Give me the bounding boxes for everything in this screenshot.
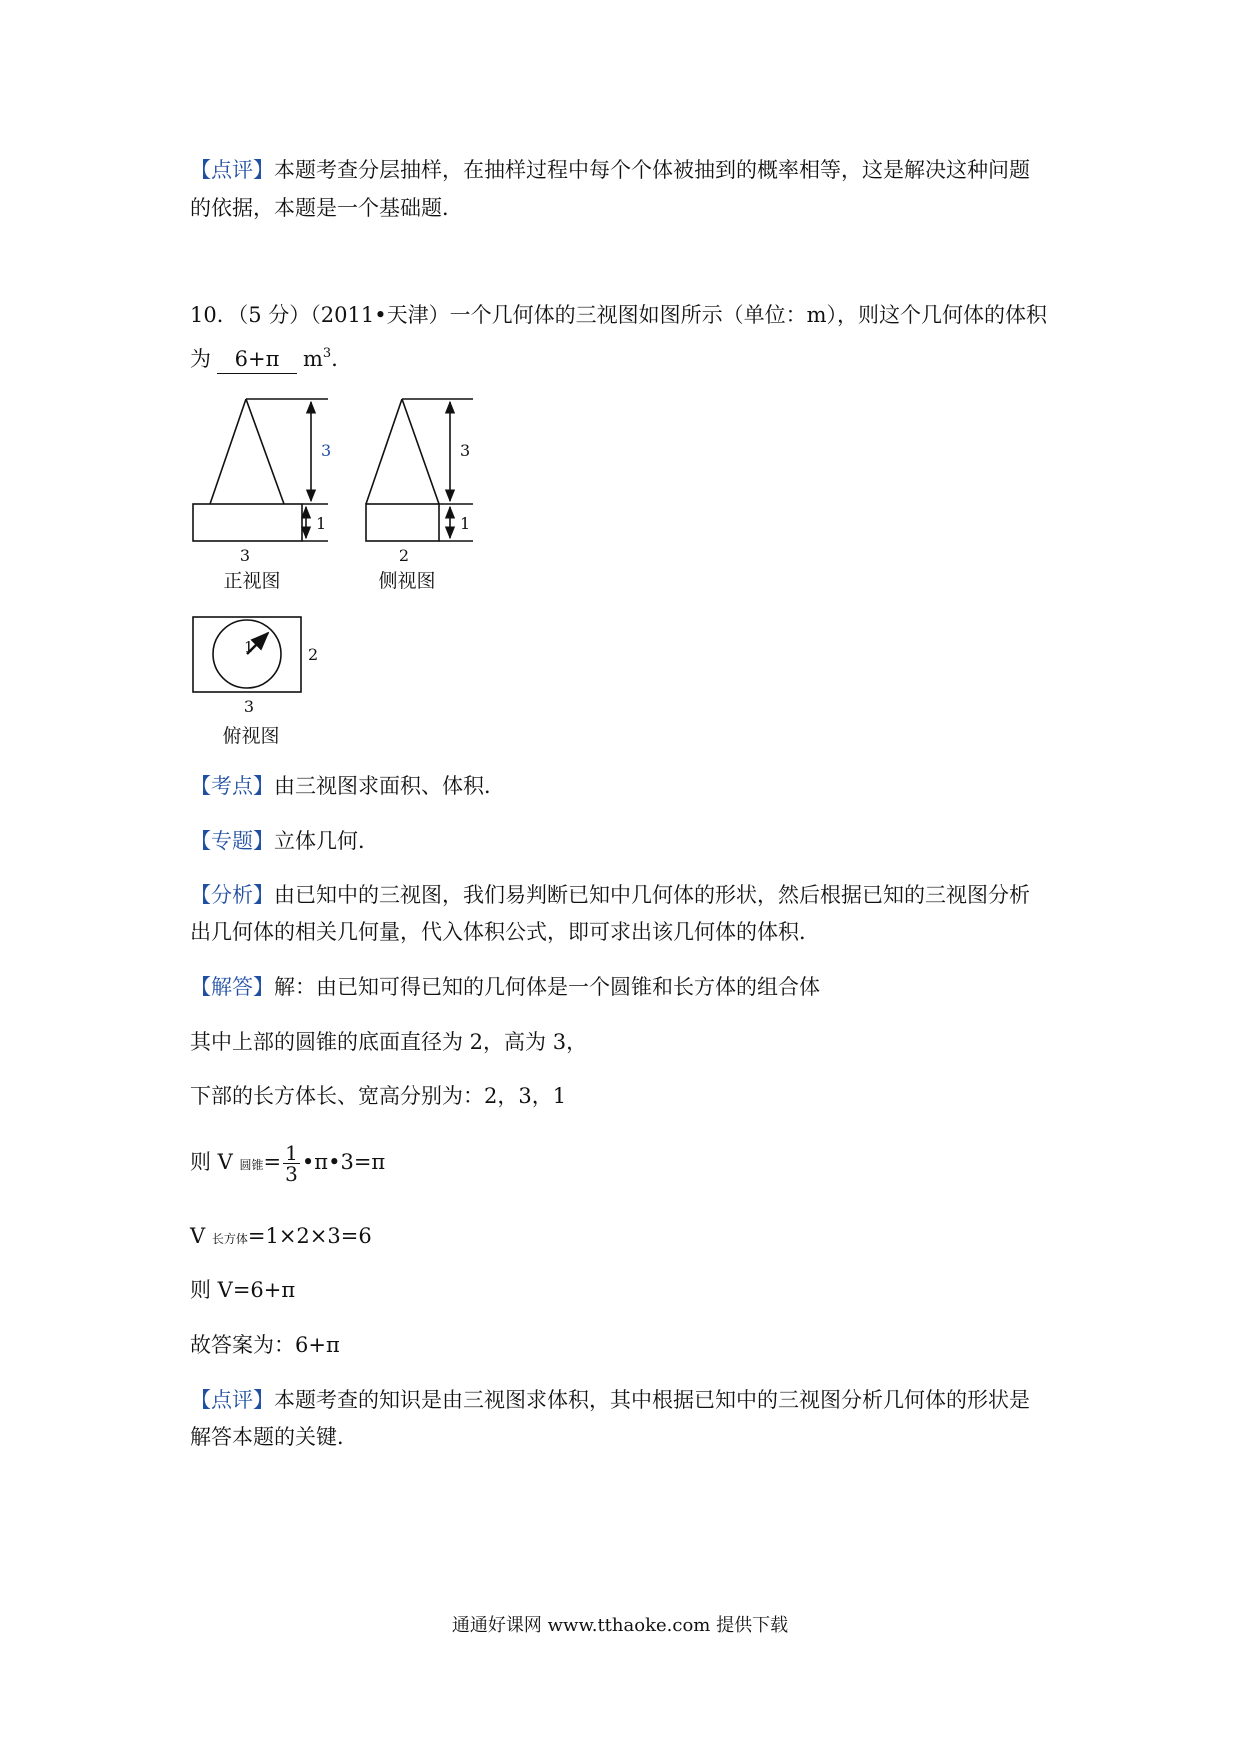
- fenxi-line-1: [190, 881, 1030, 909]
- zhuanti-tag: 【专题】: [190, 829, 274, 853]
- top-dim-radius: 1: [244, 638, 254, 656]
- answer-blank: 6+π: [217, 345, 297, 374]
- zhuanti-line: [190, 827, 379, 855]
- front-view-caption: 正视图: [223, 570, 281, 592]
- front-view: [193, 399, 328, 541]
- eq1-numerator: 1: [285, 1141, 298, 1165]
- dianping-text-1: 本题考查的知识是由三视图求体积，其中根据已知中的三视图分析几何体的形状是: [274, 1388, 1030, 1412]
- jieda-line-2: 其中上部的圆锥的底面直径为 2，高为 3，: [190, 1030, 588, 1054]
- top-dim-height: 2: [308, 645, 319, 664]
- jieda-line-3: 下部的长方体长、宽高分别为：2，3，1: [190, 1084, 567, 1108]
- eq2-sub: 长方体: [211, 1232, 248, 1246]
- eq1-prefix: 则 V: [190, 1150, 240, 1174]
- eq-total-volume: 则 V=6+π: [190, 1278, 296, 1302]
- side-view: [366, 399, 473, 541]
- jieda-tag: 【解答】: [190, 975, 274, 999]
- prev-comment-tag: 【点评】: [190, 158, 274, 182]
- jieda-line-1: [190, 973, 820, 1001]
- final-answer: 故答案为：6+π: [190, 1333, 340, 1357]
- eq1-sub: 圆锥: [239, 1158, 264, 1172]
- fenxi-text-1: 由已知中的三视图，我们易判断已知中几何体的形状，然后根据已知的三视图分析: [274, 883, 1030, 907]
- fenxi-line-2: 出几何体的相关几何量，代入体积公式，即可求出该几何体的体积．: [190, 920, 820, 944]
- eq1-rest: •π•3=π: [301, 1150, 386, 1174]
- eq2-prefix: V: [190, 1224, 212, 1248]
- kaodian-text: 由三视图求面积、体积．: [274, 774, 505, 798]
- top-dim-width: 3: [243, 697, 255, 716]
- zhuanti-text: 立体几何．: [274, 829, 379, 853]
- dianping-tag: 【点评】: [190, 1388, 274, 1412]
- prev-comment-line-2: 的依据，本题是一个基础题．: [190, 196, 463, 220]
- eq1-denominator: 3: [285, 1162, 298, 1186]
- question-line-1: 10．（5 分）（2011•天津）一个几何体的三视图如图所示（单位：m），则这个几何体的体积: [190, 303, 1047, 327]
- front-dim-width: 3: [239, 546, 251, 565]
- dianping-line-1: [190, 1386, 1030, 1414]
- side-dim-width: 2: [398, 546, 410, 565]
- eq1-fraction: [283, 1143, 300, 1184]
- side-dim-height-bottom: 1: [460, 514, 471, 533]
- kaodian-tag: 【考点】: [190, 774, 274, 798]
- page-footer: 通通好课网 www.tthaoke.com 提供下载: [451, 1615, 789, 1636]
- eq2-rest: =1×2×3=6: [247, 1224, 372, 1248]
- fenxi-tag: 【分析】: [190, 883, 274, 907]
- question-suffix: ．: [331, 347, 353, 371]
- jieda-text-1: 解：由已知可得已知的几何体是一个圆锥和长方体的组合体: [274, 975, 820, 999]
- front-dim-height-top: 3: [321, 441, 332, 460]
- answer-unit-power: 3: [322, 346, 332, 361]
- top-view-caption: 俯视图: [222, 725, 280, 747]
- answer-unit: m: [303, 347, 323, 371]
- prev-comment-text-1: 本题考查分层抽样，在抽样过程中每个个体被抽到的概率相等，这是解决这种问题: [274, 158, 1030, 182]
- side-dim-height-top: 3: [460, 441, 471, 460]
- side-view-caption: 侧视图: [378, 570, 436, 592]
- front-dim-height-bottom: 1: [316, 514, 327, 533]
- eq1-eq: =: [263, 1150, 282, 1174]
- dianping-line-2: 解答本题的关键．: [190, 1425, 358, 1449]
- question-prefix: 为: [190, 347, 211, 371]
- eq-cuboid-volume: [190, 1222, 372, 1253]
- kaodian-line: [190, 772, 505, 800]
- eq-cone-volume: [190, 1140, 385, 1187]
